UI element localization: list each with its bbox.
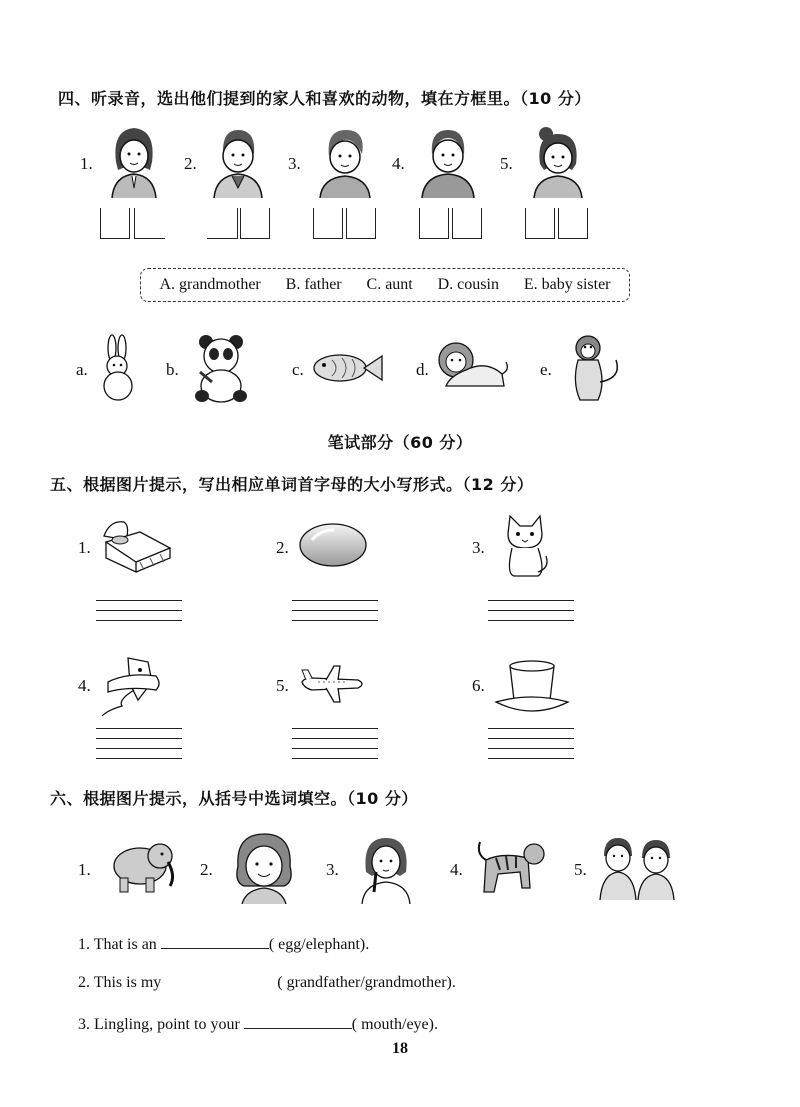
- picture-number: 2.: [200, 860, 213, 879]
- option-a: A. grandmother: [159, 276, 261, 293]
- item-number: 2.: [276, 538, 289, 557]
- answer-box[interactable]: [419, 208, 449, 239]
- animal-label: a.: [76, 360, 88, 379]
- writing-lines[interactable]: [96, 600, 182, 630]
- bed-icon: [100, 516, 174, 574]
- plane-icon: [298, 664, 368, 704]
- answer-box[interactable]: [207, 208, 238, 239]
- animal-label: d.: [416, 360, 429, 379]
- monkey-icon: [566, 332, 624, 404]
- item-number: 3.: [472, 538, 485, 557]
- answer-box[interactable]: [313, 208, 343, 239]
- answer-box[interactable]: [240, 208, 270, 239]
- option-e: E. baby sister: [523, 276, 611, 293]
- picture-number: 3.: [326, 860, 339, 879]
- person-number: 4.: [392, 154, 405, 173]
- answer-box[interactable]: [134, 208, 165, 239]
- animal-label: e.: [540, 360, 552, 379]
- fill-blank[interactable]: [244, 1014, 352, 1029]
- answer-box[interactable]: [100, 208, 130, 239]
- picture-number: 4.: [450, 860, 463, 879]
- girl-pointing-icon: [356, 832, 414, 904]
- section4-heading: 四、听录音，选出他们提到的家人和喜欢的动物，填在方框里。（10 分）: [58, 89, 591, 108]
- egg-icon: [298, 522, 368, 568]
- kite-icon: [98, 654, 172, 718]
- picture-number: 5.: [574, 860, 587, 879]
- boy-icon: [416, 126, 480, 198]
- fill-blank[interactable]: [161, 934, 269, 949]
- lion-icon: [436, 340, 510, 392]
- sentence-1: 1. That is an ( egg/elephant).: [78, 936, 370, 953]
- girl-icon: [526, 124, 590, 198]
- section5-heading: 五、根据图片提示，写出相应单词首字母的大小写形式。（12 分）: [50, 475, 534, 494]
- picture-number: 1.: [78, 860, 91, 879]
- elephant-icon: [100, 836, 182, 896]
- options-box: [140, 268, 630, 302]
- answer-box[interactable]: [452, 208, 482, 239]
- option-d: D. cousin: [437, 276, 499, 293]
- sentence-2: 2. This is my ( grandfather/grandmother).: [78, 974, 456, 991]
- cat-icon: [500, 512, 550, 578]
- page-number: 18: [392, 1040, 408, 1057]
- answer-box[interactable]: [525, 208, 555, 239]
- two-boys-icon: [598, 834, 678, 900]
- hat-icon: [494, 656, 570, 716]
- answer-box[interactable]: [558, 208, 588, 239]
- writing-lines[interactable]: [292, 728, 378, 768]
- person-number: 1.: [80, 154, 93, 173]
- girl-with-bow-icon: [102, 122, 166, 198]
- item-number: 1.: [78, 538, 91, 557]
- answer-box[interactable]: [346, 208, 376, 239]
- item-number: 4.: [78, 676, 91, 695]
- boy-icon: [206, 124, 270, 198]
- fish-icon: [310, 350, 384, 386]
- animal-label: c.: [292, 360, 304, 379]
- written-part-title: 笔试部分（60 分）: [327, 433, 473, 452]
- person-number: 3.: [288, 154, 301, 173]
- section6-heading: 六、根据图片提示，从括号中选词填空。（10 分）: [50, 789, 418, 808]
- option-c: C. aunt: [366, 276, 413, 293]
- item-number: 6.: [472, 676, 485, 695]
- writing-lines[interactable]: [488, 728, 574, 768]
- option-b: B. father: [285, 276, 342, 293]
- sentence-3: 3. Lingling, point to your ( mouth/eye).: [78, 1016, 438, 1033]
- grandmother-icon: [232, 830, 296, 904]
- rabbit-icon: [94, 334, 140, 402]
- person-number: 5.: [500, 154, 513, 173]
- boy-icon: [314, 124, 376, 198]
- person-number: 2.: [184, 154, 197, 173]
- writing-lines[interactable]: [488, 600, 574, 630]
- panda-icon: [188, 332, 254, 404]
- item-number: 5.: [276, 676, 289, 695]
- writing-lines[interactable]: [96, 728, 182, 768]
- writing-lines[interactable]: [292, 600, 378, 630]
- animal-label: b.: [166, 360, 179, 379]
- tiger-icon: [472, 836, 550, 898]
